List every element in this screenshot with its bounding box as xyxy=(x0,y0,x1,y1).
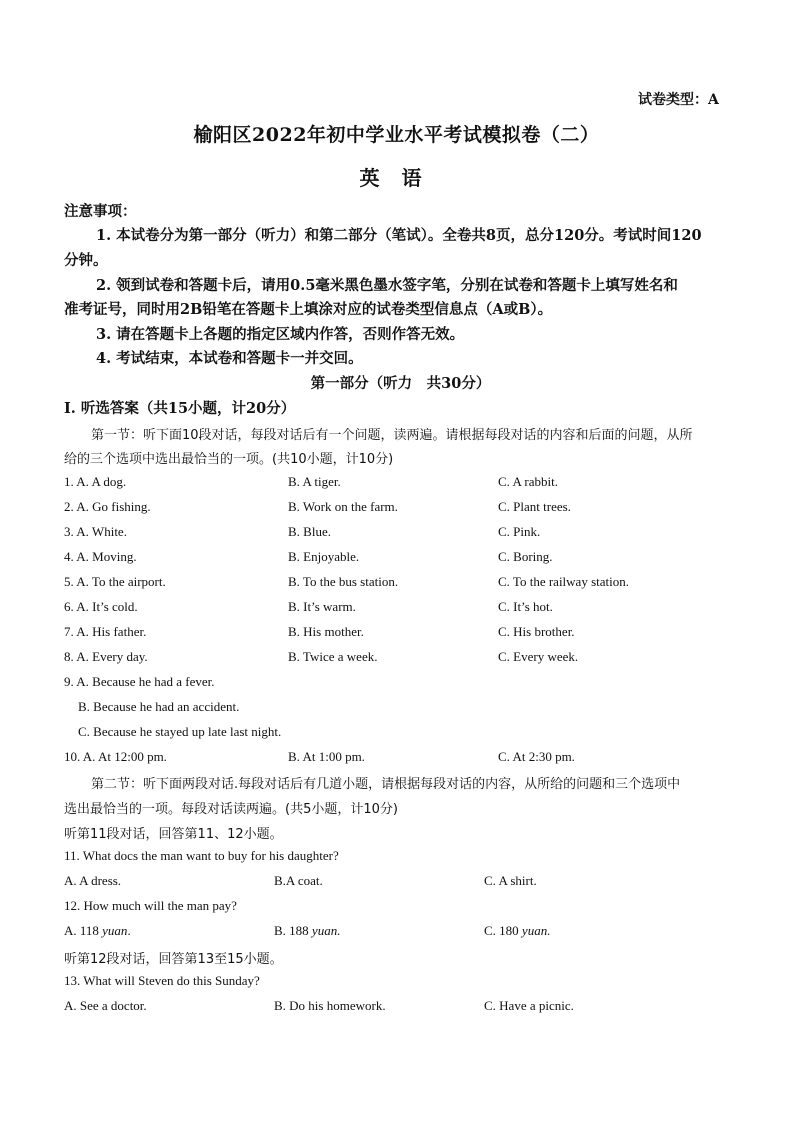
dialog-12-intro: 听第12段对话，回答第13至15小题。 xyxy=(64,952,283,967)
q3-option-a: 3. A. White. xyxy=(64,524,127,539)
q5-option-a: 5. A. To the airport. xyxy=(64,574,166,589)
q13-option-c: C. Have a picnic. xyxy=(484,998,574,1013)
note-3: 3. 请在答题卡上各题的指定区域内作答，否则作答无效。 xyxy=(96,326,465,343)
q12-stem: 12. How much will the man pay? xyxy=(64,898,237,913)
q11-stem: 11. What docs the man want to buy for his daughter? xyxy=(64,848,339,863)
q1-option-b: B. A tiger. xyxy=(288,474,341,489)
part-1-title: 第一部分（听力 共30分） xyxy=(310,375,491,392)
q2-option-a: 2. A. Go fishing. xyxy=(64,499,151,514)
q3-option-b: B. Blue. xyxy=(288,524,331,539)
q12-option-b-number: B. 188 xyxy=(274,923,312,938)
q6-option-a: 6. A. It’s cold. xyxy=(64,599,138,614)
q12-option-a-number: A. 118 xyxy=(64,923,103,938)
q5-option-c: C. To the railway station. xyxy=(498,574,629,589)
sec2-instruction-line-2: 选出最恰当的一项。每段对话读两遍。(共5小题，计10分) xyxy=(64,802,398,817)
q2-option-c: C. Plant trees. xyxy=(498,499,571,514)
q7-option-b: B. His mother. xyxy=(288,624,364,639)
q3-option-c: C. Pink. xyxy=(498,524,541,539)
q11-option-a: A. A dress. xyxy=(64,873,122,888)
q10-option-a: 10. A. At 12:00 pm. xyxy=(64,749,167,764)
q4-option-c: C. Boring. xyxy=(498,549,553,564)
notes-heading: 注意事项： xyxy=(64,203,137,220)
q12-option-b-dot: . xyxy=(337,923,341,938)
sec1-instruction-line-1: 第一节：听下面10段对话，每段对话后有一个问题，读两遍。请根据每段对话的内容和后面的问题，从所 xyxy=(91,428,693,443)
q13-option-b: B. Do his homework. xyxy=(274,998,386,1013)
q12-option-a-unit: yuan xyxy=(102,923,128,938)
sec1-instruction-line-2: 给的三个选项中选出最恰当的一项。(共10小题，计10分) xyxy=(64,452,394,467)
q6-option-b: B. It’s warm. xyxy=(288,599,356,614)
q10-option-b: B. At 1:00 pm. xyxy=(288,749,365,764)
q6-option-c: C. It’s hot. xyxy=(498,599,553,614)
q11-option-b: B.A coat. xyxy=(274,873,323,888)
section-1-title: Ⅰ. 听选答案（共15小题，计20分） xyxy=(64,400,296,417)
note-1-line-1: 1. 本试卷分为第一部分（听力）和第二部分（笔试）。全卷共8页，总分120分。考试时间120 xyxy=(96,227,702,244)
note-2-line-1: 2. 领到试卷和答题卡后，请用0.5毫米黑色墨水签字笔，分别在试卷和答题卡上填写姓名和 xyxy=(96,277,678,294)
q9-option-c: C. Because he stayed up late last night. xyxy=(78,724,282,739)
q12-option-b xyxy=(274,923,340,939)
q4-option-a: 4. A. Moving. xyxy=(64,549,137,564)
q12-option-c-dot: . xyxy=(547,923,551,938)
q9-option-a: 9. A. Because he had a fever. xyxy=(64,674,215,689)
q12-option-c-unit: yuan xyxy=(521,923,548,938)
q1-option-a: 1. A. A dog. xyxy=(64,474,127,489)
q8-option-a: 8. A. Every day. xyxy=(64,649,148,664)
q8-option-c: C. Every week. xyxy=(498,649,579,664)
q7-option-c: C. His brother. xyxy=(498,624,575,639)
q7-option-a: 7. A. His father. xyxy=(64,624,147,639)
note-2-line-2: 准考证号，同时用2B铅笔在答题卡上填涂对应的试卷类型信息点（A或B）。 xyxy=(64,301,553,318)
q12-option-c xyxy=(484,923,550,939)
q8-option-b: B. Twice a week. xyxy=(288,649,378,664)
q1-option-c: C. A rabbit. xyxy=(498,474,558,489)
q2-option-b: B. Work on the farm. xyxy=(288,499,398,514)
q9-option-b: B. Because he had an accident. xyxy=(78,699,240,714)
q12-option-b-unit: yuan xyxy=(311,923,338,938)
q10-option-c: C. At 2:30 pm. xyxy=(498,749,575,764)
paper-type-label: 试卷类型：A xyxy=(638,92,719,108)
q5-option-b: B. To the bus station. xyxy=(288,574,399,589)
q12-option-a-dot: . xyxy=(127,923,131,938)
q13-option-a: A. See a doctor. xyxy=(64,998,147,1013)
q4-option-b: B. Enjoyable. xyxy=(288,549,360,564)
q12-option-a xyxy=(64,923,131,939)
sec2-instruction-line-1: 第二节：听下面两段对话.每段对话后有几道小题，请根据每段对话的内容，从所给的问题和三个选项中 xyxy=(91,777,681,792)
note-1-line-2: 分钟。 xyxy=(64,252,108,269)
q12-option-c-number: C. 180 xyxy=(484,923,522,938)
exam-title: 榆阳区2022年初中学业水平考试模拟卷（二） xyxy=(193,124,600,146)
q13-stem: 13. What will Steven do this Sunday? xyxy=(64,973,260,988)
dialog-11-intro: 听第11段对话，回答第11、12小题。 xyxy=(64,827,283,842)
q11-option-c: C. A shirt. xyxy=(484,873,537,888)
subject-title: 英语 xyxy=(359,166,444,190)
note-4: 4. 考试结束，本试卷和答题卡一并交回。 xyxy=(96,350,363,367)
